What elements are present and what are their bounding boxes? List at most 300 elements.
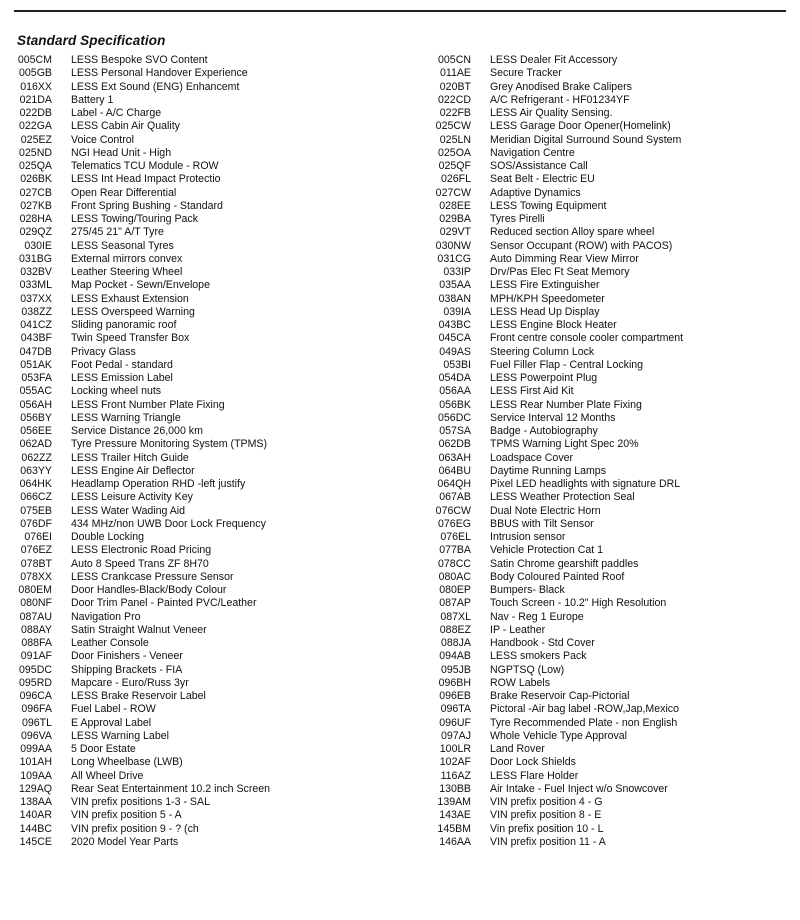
option-description: Leather Steering Wheel bbox=[71, 266, 183, 278]
option-code: 049AS bbox=[439, 345, 471, 358]
option-code: 025OA bbox=[438, 146, 471, 159]
spec-row bbox=[0, 690, 420, 703]
option-description: E Approval Label bbox=[71, 716, 152, 729]
spec-row bbox=[0, 213, 420, 226]
spec-row bbox=[420, 650, 800, 663]
option-description: Secure Tracker bbox=[490, 67, 562, 80]
spec-row bbox=[420, 67, 800, 80]
option-code: 045CA bbox=[438, 332, 471, 345]
spec-row bbox=[0, 173, 420, 186]
option-description: 5 Door Estate bbox=[71, 743, 136, 755]
option-description: LESS Exhaust Extension bbox=[71, 292, 189, 305]
spec-row bbox=[420, 399, 800, 412]
option-description: Double Locking bbox=[71, 531, 145, 543]
spec-row bbox=[420, 293, 800, 306]
option-code: 029VT bbox=[439, 226, 471, 239]
spec-row bbox=[0, 425, 420, 438]
top-rule bbox=[14, 10, 786, 12]
spec-row bbox=[0, 107, 420, 120]
option-description: Locking wheel nuts bbox=[71, 385, 162, 398]
option-description: Reduced section Alloy spare wheel bbox=[490, 226, 655, 239]
option-code: 102AF bbox=[439, 756, 471, 769]
spec-row bbox=[0, 438, 420, 451]
spec-row bbox=[420, 306, 800, 319]
spec-row bbox=[0, 491, 420, 504]
option-code: 146AA bbox=[439, 835, 471, 848]
option-description: Bumpers- Black bbox=[490, 584, 565, 596]
option-code: 056DC bbox=[438, 411, 471, 424]
spec-row bbox=[420, 624, 800, 637]
option-code: 064BU bbox=[438, 464, 471, 477]
option-description: Intrusion sensor bbox=[490, 531, 566, 543]
option-description: LESS Engine Block Heater bbox=[490, 319, 617, 331]
option-description: LESS Water Wading Aid bbox=[71, 504, 186, 517]
option-description: LESS Dealer Fit Accessory bbox=[490, 54, 618, 66]
option-code: 140AR bbox=[19, 809, 52, 822]
option-description: Seat Belt - Electric EU bbox=[490, 173, 595, 186]
option-description: VIN prefix position 9 - ? (ch bbox=[71, 822, 199, 835]
spec-row bbox=[420, 770, 800, 783]
option-description: Tyres Pirelli bbox=[490, 213, 545, 225]
spec-row bbox=[420, 836, 800, 849]
spec-row bbox=[420, 173, 800, 186]
option-description: Vin prefix position 10 - L bbox=[490, 822, 604, 835]
spec-row bbox=[0, 465, 420, 478]
spec-row bbox=[0, 134, 420, 147]
spec-row bbox=[420, 703, 800, 716]
option-code: 027CW bbox=[435, 186, 471, 199]
option-description: Touch Screen - 10.2" High Resolution bbox=[490, 597, 667, 610]
spec-row bbox=[0, 67, 420, 80]
option-description: Door Handles-Black/Body Colour bbox=[71, 584, 227, 596]
option-code: 088EZ bbox=[439, 623, 471, 636]
option-description: LESS Head Up Display bbox=[490, 305, 600, 318]
spec-row bbox=[420, 187, 800, 200]
spec-row bbox=[420, 809, 800, 822]
option-code: 021DA bbox=[19, 93, 52, 106]
spec-row bbox=[0, 650, 420, 663]
option-code: 020BT bbox=[439, 80, 471, 93]
option-description: Loadspace Cover bbox=[490, 451, 574, 464]
option-code: 076CW bbox=[435, 504, 471, 517]
option-code: 028EE bbox=[439, 199, 471, 212]
spec-row bbox=[0, 160, 420, 173]
option-description: ROW Labels bbox=[490, 676, 551, 689]
spec-row bbox=[0, 677, 420, 690]
option-description: Rear Seat Entertainment 10.2 inch Screen bbox=[71, 782, 271, 795]
spec-row bbox=[420, 213, 800, 226]
spec-row bbox=[0, 200, 420, 213]
option-description: LESS Powerpoint Plug bbox=[490, 372, 598, 384]
option-code: 091AF bbox=[20, 650, 52, 663]
option-code: 030NW bbox=[435, 239, 471, 252]
spec-row bbox=[420, 120, 800, 133]
option-description: Satin Chrome gearshift paddles bbox=[490, 557, 639, 570]
spec-column-right bbox=[420, 54, 800, 849]
spec-row bbox=[420, 452, 800, 465]
option-code: 031BG bbox=[19, 252, 52, 265]
spec-row bbox=[420, 664, 800, 677]
option-description: Long Wheelbase (LWB) bbox=[71, 756, 183, 769]
spec-row bbox=[0, 505, 420, 518]
option-code: 116AZ bbox=[440, 769, 471, 782]
spec-row bbox=[420, 81, 800, 94]
option-code: 037XX bbox=[20, 292, 52, 305]
option-code: 088AY bbox=[20, 623, 52, 636]
spec-row bbox=[420, 279, 800, 292]
option-code: 075EB bbox=[20, 504, 52, 517]
option-code: 095RD bbox=[19, 676, 52, 689]
option-code: 043BC bbox=[438, 319, 471, 331]
option-description: Adaptive Dynamics bbox=[490, 186, 581, 199]
option-description: VIN prefix positions 1-3 - SAL bbox=[71, 796, 210, 808]
option-code: 005GB bbox=[19, 67, 52, 80]
spec-row bbox=[0, 703, 420, 716]
option-code: 088JA bbox=[440, 637, 471, 649]
option-code: 033ML bbox=[19, 279, 52, 292]
spec-row bbox=[420, 346, 800, 359]
spec-row bbox=[420, 491, 800, 504]
option-code: 041CZ bbox=[20, 319, 52, 331]
option-description: LESS Air Quality Sensing. bbox=[490, 107, 613, 119]
spec-row bbox=[0, 346, 420, 359]
option-code: 076EI bbox=[24, 531, 52, 543]
option-code: 062ZZ bbox=[21, 451, 52, 464]
option-code: 096UF bbox=[439, 716, 471, 729]
option-description: External mirrors convex bbox=[71, 252, 183, 265]
option-description: Headlamp Operation RHD -left justify bbox=[71, 478, 246, 490]
option-code: 025ND bbox=[19, 146, 52, 159]
option-description: 2020 Model Year Parts bbox=[71, 835, 179, 848]
spec-row bbox=[0, 452, 420, 465]
option-code: 016XX bbox=[20, 80, 52, 93]
option-code: 056AH bbox=[19, 398, 52, 411]
option-description: LESS Personal Handover Experience bbox=[71, 67, 248, 80]
option-code: 096FA bbox=[21, 703, 52, 716]
option-description: Tyre Recommended Plate - non English bbox=[490, 716, 678, 729]
option-code: 096EB bbox=[439, 690, 471, 702]
option-code: 047DB bbox=[19, 345, 52, 358]
option-code: 057SA bbox=[439, 425, 471, 437]
spec-row bbox=[0, 823, 420, 836]
option-code: 078BT bbox=[20, 557, 52, 570]
option-description: Badge - Autobiography bbox=[490, 425, 598, 437]
option-code: 087AP bbox=[439, 597, 471, 610]
spec-row bbox=[420, 266, 800, 279]
option-code: 088FA bbox=[21, 637, 52, 649]
spec-row bbox=[420, 438, 800, 451]
spec-row bbox=[0, 253, 420, 266]
option-code: 144BC bbox=[19, 822, 52, 835]
spec-row bbox=[0, 756, 420, 769]
option-description: Satin Straight Walnut Veneer bbox=[71, 623, 207, 636]
option-code: 022GA bbox=[19, 120, 52, 133]
option-code: 064QH bbox=[437, 478, 471, 490]
option-description: LESS First Aid Kit bbox=[490, 385, 574, 398]
spec-row bbox=[420, 558, 800, 571]
spec-row bbox=[420, 412, 800, 425]
spec-row bbox=[420, 478, 800, 491]
spec-row bbox=[420, 544, 800, 557]
option-code: 096CA bbox=[19, 690, 52, 702]
spec-row bbox=[420, 107, 800, 120]
option-code: 056BK bbox=[439, 398, 471, 411]
spec-row bbox=[0, 412, 420, 425]
spec-row bbox=[0, 54, 420, 67]
option-code: 138AA bbox=[20, 796, 52, 808]
spec-row bbox=[0, 664, 420, 677]
option-description: Mapcare - Euro/Russ 3yr bbox=[71, 676, 189, 689]
option-code: 080NF bbox=[20, 597, 52, 610]
option-description: IP - Leather bbox=[490, 623, 546, 636]
option-code: 097AJ bbox=[440, 729, 471, 742]
option-code: 038ZZ bbox=[21, 305, 52, 318]
spec-row bbox=[420, 597, 800, 610]
spec-row bbox=[0, 770, 420, 783]
option-description: LESS Warning Label bbox=[71, 729, 169, 742]
option-code: 026FL bbox=[440, 173, 471, 186]
spec-row bbox=[0, 637, 420, 650]
spec-row bbox=[0, 120, 420, 133]
option-code: 076EG bbox=[438, 517, 471, 530]
spec-row bbox=[0, 836, 420, 849]
spec-row bbox=[420, 465, 800, 478]
option-code: 078CC bbox=[438, 557, 471, 570]
option-description: LESS Ext Sound (ENG) Enhancemt bbox=[71, 80, 240, 93]
spec-row bbox=[420, 226, 800, 239]
option-code: 043BF bbox=[20, 332, 52, 345]
spec-column-left bbox=[0, 54, 420, 849]
option-code: 005CN bbox=[438, 54, 471, 66]
option-description: Air Intake - Fuel Inject w/o Snowcover bbox=[490, 782, 668, 795]
option-description: Telematics TCU Module - ROW bbox=[71, 160, 219, 172]
option-description: Voice Control bbox=[71, 133, 135, 146]
option-code: 080AC bbox=[438, 570, 471, 583]
spec-row bbox=[0, 743, 420, 756]
option-description: LESS Weather Protection Seal bbox=[490, 491, 635, 504]
option-description: Navigation Pro bbox=[71, 610, 141, 623]
option-code: 053BI bbox=[443, 358, 471, 371]
spec-row bbox=[420, 505, 800, 518]
spec-row bbox=[420, 531, 800, 544]
spec-row bbox=[0, 332, 420, 345]
spec-row bbox=[420, 372, 800, 385]
option-code: 096VA bbox=[20, 729, 52, 742]
option-description: Service Interval 12 Months bbox=[490, 411, 616, 424]
option-code: 039IA bbox=[443, 305, 471, 318]
option-description: Body Coloured Painted Roof bbox=[490, 570, 625, 583]
option-description: LESS Seasonal Tyres bbox=[71, 239, 174, 252]
option-description: LESS Trailer Hitch Guide bbox=[71, 451, 189, 464]
option-code: 022CD bbox=[438, 93, 471, 106]
option-description: Sensor Occupant (ROW) with PACOS) bbox=[490, 239, 673, 252]
option-description: VIN prefix position 5 - A bbox=[71, 809, 182, 822]
option-description: Handbook - Std Cover bbox=[490, 637, 595, 649]
spec-row bbox=[0, 81, 420, 94]
spec-row bbox=[420, 690, 800, 703]
spec-row bbox=[420, 796, 800, 809]
option-code: 100LR bbox=[439, 743, 471, 755]
spec-row bbox=[420, 332, 800, 345]
option-code: 029QZ bbox=[19, 226, 52, 239]
option-code: 145BM bbox=[437, 822, 471, 835]
option-description: LESS Brake Reservoir Label bbox=[71, 690, 206, 702]
option-description: LESS Leisure Activity Key bbox=[71, 491, 193, 504]
option-description: Twin Speed Transfer Box bbox=[71, 332, 190, 345]
spec-row bbox=[0, 558, 420, 571]
option-code: 067AB bbox=[439, 491, 471, 504]
option-description: Vehicle Protection Cat 1 bbox=[490, 544, 604, 557]
spec-row bbox=[420, 240, 800, 253]
option-description: A/C Refrigerant - HF01234YF bbox=[490, 93, 630, 106]
option-code: 025QA bbox=[19, 160, 52, 172]
option-code: 028HA bbox=[19, 213, 52, 225]
spec-row bbox=[0, 266, 420, 279]
option-code: 109AA bbox=[20, 769, 52, 782]
spec-row bbox=[420, 385, 800, 398]
option-description: Fuel Label - ROW bbox=[71, 703, 156, 716]
option-code: 064HK bbox=[19, 478, 52, 490]
spec-row bbox=[420, 319, 800, 332]
option-description: LESS Crankcase Pressure Sensor bbox=[71, 570, 234, 583]
option-description: Fuel Filler Flap - Central Locking bbox=[490, 358, 644, 371]
option-code: 054DA bbox=[438, 372, 471, 384]
spec-row bbox=[0, 518, 420, 531]
option-description: LESS Emission Label bbox=[71, 372, 173, 384]
option-code: 056EE bbox=[20, 425, 52, 437]
option-description: LESS Overspeed Warning bbox=[71, 305, 195, 318]
option-description: Sliding panoramic roof bbox=[71, 319, 177, 331]
option-description: Auto 8 Speed Trans ZF 8H70 bbox=[71, 557, 209, 570]
option-description: TPMS Warning Light Spec 20% bbox=[490, 438, 639, 451]
option-description: LESS Warning Triangle bbox=[71, 411, 181, 424]
option-code: 087XL bbox=[440, 610, 471, 623]
option-description: Door Lock Shields bbox=[490, 756, 576, 769]
option-description: 275/45 21" A/T Tyre bbox=[71, 226, 164, 239]
spec-row bbox=[0, 478, 420, 491]
spec-row bbox=[420, 584, 800, 597]
option-description: Front centre console cooler compartment bbox=[490, 332, 684, 345]
option-code: 029BA bbox=[439, 213, 471, 225]
option-code: 022FB bbox=[439, 107, 471, 119]
option-code: 080EP bbox=[439, 584, 471, 596]
option-code: 095DC bbox=[19, 663, 52, 676]
spec-row bbox=[420, 253, 800, 266]
spec-row bbox=[420, 359, 800, 372]
option-description: LESS Int Head Impact Protectio bbox=[71, 173, 221, 186]
spec-row bbox=[420, 571, 800, 584]
spec-row bbox=[0, 717, 420, 730]
option-description: Meridian Digital Surround Sound System bbox=[490, 133, 682, 146]
option-code: 053FA bbox=[21, 372, 52, 384]
option-description: MPH/KPH Speedometer bbox=[490, 292, 605, 305]
option-code: 027CB bbox=[19, 186, 52, 199]
option-description: Leather Console bbox=[71, 637, 149, 649]
page-title: Standard Specification bbox=[17, 33, 166, 48]
spec-row bbox=[0, 584, 420, 597]
option-description: Foot Pedal - standard bbox=[71, 358, 173, 371]
spec-row bbox=[420, 756, 800, 769]
option-description: BBUS with Tilt Sensor bbox=[490, 517, 594, 530]
option-description: Whole Vehicle Type Approval bbox=[490, 729, 628, 742]
option-code: 145CE bbox=[19, 835, 52, 848]
option-code: 026BK bbox=[20, 173, 52, 186]
option-code: 101AH bbox=[19, 756, 52, 769]
option-description: Auto Dimming Rear View Mirror bbox=[490, 252, 639, 265]
spec-row bbox=[0, 783, 420, 796]
spec-row bbox=[420, 94, 800, 107]
option-description: Steering Column Lock bbox=[490, 345, 595, 358]
option-description: Dual Note Electric Horn bbox=[490, 504, 601, 517]
option-description: LESS Flare Holder bbox=[490, 769, 579, 782]
option-code: 051AK bbox=[20, 358, 52, 371]
option-description: LESS Cabin Air Quality bbox=[71, 120, 180, 133]
option-description: LESS Towing Equipment bbox=[490, 199, 607, 212]
spec-row bbox=[0, 611, 420, 624]
spec-row bbox=[0, 399, 420, 412]
option-code: 077BA bbox=[439, 544, 471, 557]
option-description: LESS Rear Number Plate Fixing bbox=[490, 398, 642, 411]
option-description: LESS Bespoke SVO Content bbox=[71, 54, 208, 66]
option-code: 025CW bbox=[435, 120, 471, 133]
option-description: All Wheel Drive bbox=[71, 769, 144, 782]
option-description: LESS Engine Air Deflector bbox=[71, 464, 195, 477]
option-description: Nav - Reg 1 Europe bbox=[490, 610, 584, 623]
option-code: 035AA bbox=[439, 279, 471, 292]
spec-row bbox=[0, 544, 420, 557]
option-code: 062AD bbox=[19, 438, 52, 451]
option-description: LESS Fire Extinguisher bbox=[490, 279, 600, 292]
option-description: Map Pocket - Sewn/Envelope bbox=[71, 279, 210, 292]
option-description: VIN prefix position 8 - E bbox=[490, 809, 602, 822]
spec-row bbox=[420, 717, 800, 730]
spec-row bbox=[420, 54, 800, 67]
option-code: 096TA bbox=[440, 703, 471, 716]
option-code: 095JB bbox=[440, 663, 471, 676]
option-code: 087AU bbox=[19, 610, 52, 623]
option-code: 143AE bbox=[439, 809, 471, 822]
option-description: Drv/Pas Elec Ft Seat Memory bbox=[490, 266, 630, 278]
option-code: 005CM bbox=[17, 54, 52, 66]
option-description: Navigation Centre bbox=[490, 146, 575, 159]
option-description: Tyre Pressure Monitoring System (TPMS) bbox=[71, 438, 268, 451]
option-description: Front Spring Bushing - Standard bbox=[71, 199, 223, 212]
spec-row bbox=[0, 293, 420, 306]
option-description: LESS Front Number Plate Fixing bbox=[71, 398, 225, 411]
option-code: 022DB bbox=[19, 107, 52, 119]
option-code: 027KB bbox=[20, 199, 52, 212]
spec-row bbox=[0, 796, 420, 809]
option-description: Grey Anodised Brake Calipers bbox=[490, 80, 632, 93]
spec-row bbox=[420, 743, 800, 756]
spec-row bbox=[0, 279, 420, 292]
option-description: Brake Reservoir Cap-Pictorial bbox=[490, 690, 630, 702]
option-description: NGI Head Unit - High bbox=[71, 146, 172, 159]
option-description: 434 MHz/non UWB Door Lock Frequency bbox=[71, 517, 266, 530]
option-description: Open Rear Differential bbox=[71, 186, 177, 199]
spec-row bbox=[420, 730, 800, 743]
spec-row bbox=[0, 240, 420, 253]
option-description: Service Distance 26,000 km bbox=[71, 425, 203, 437]
spec-row bbox=[420, 611, 800, 624]
spec-row bbox=[0, 597, 420, 610]
option-code: 066CZ bbox=[20, 491, 52, 504]
option-code: 025EZ bbox=[20, 133, 52, 146]
option-description: Shipping Brackets - FIA bbox=[71, 663, 183, 676]
option-description: NGPTSQ (Low) bbox=[490, 663, 565, 676]
spec-row bbox=[0, 372, 420, 385]
spec-row bbox=[420, 134, 800, 147]
